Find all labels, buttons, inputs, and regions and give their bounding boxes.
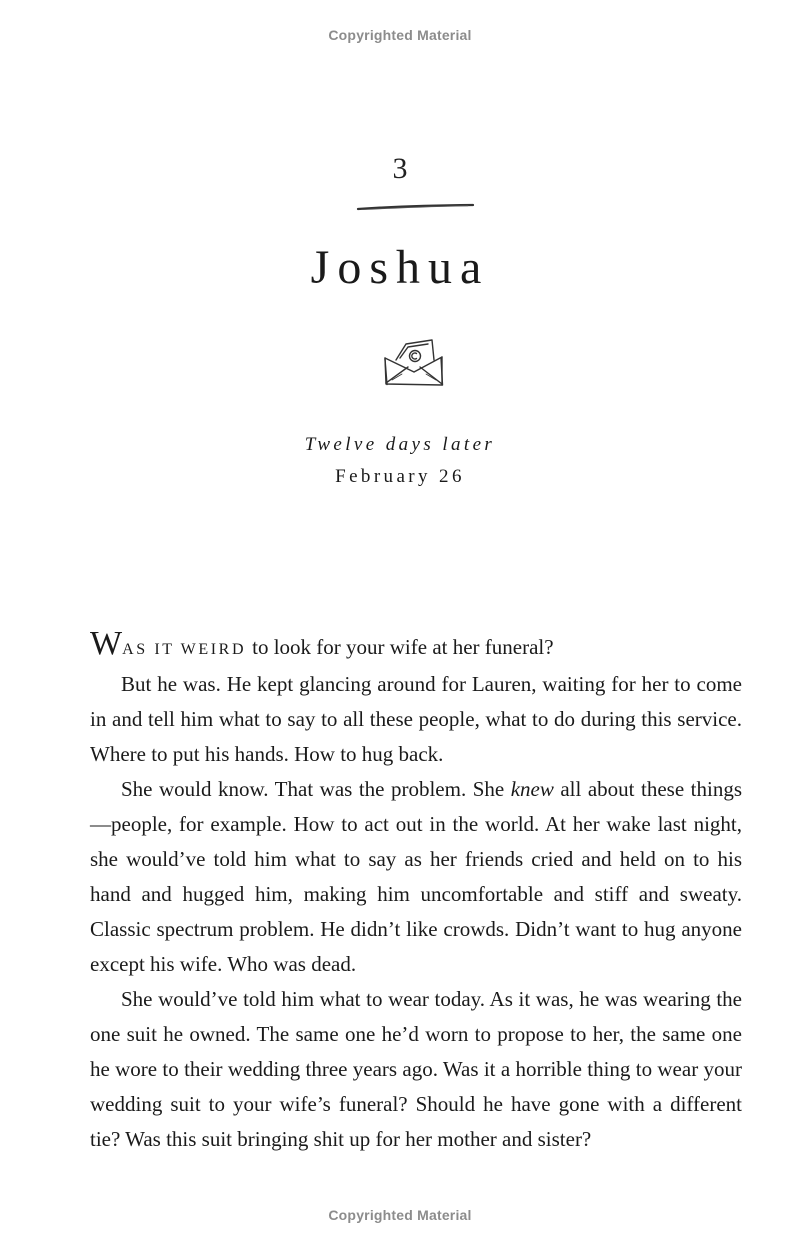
paragraph: But he was. He kept glancing around for Lauren, waiting for her to come in and tell him what to say to all these people, what to do during this service. Where to put his hands. How to hug back. <box>90 672 742 766</box>
chapter-body <box>90 625 742 1157</box>
chapter-time-note: Twelve days later <box>304 434 496 455</box>
opening-small-caps: AS IT WEIRD <box>122 641 247 658</box>
envelope-icon <box>382 336 446 390</box>
copyright-watermark-bottom: Copyrighted Material <box>328 1207 472 1223</box>
opening-text: to look for your wife at her funeral? <box>252 635 554 659</box>
paragraph: She would’ve told him what to wear today. As it was, he was wearing the one suit he owned. The same one he’d worn to propose to her, the same one he wore to their wedding three years ago. Was it a horrible thing to wear your wedding suit to your wife’s funeral? Should he have gone with a different tie? Was this suit bringing shit up for her mother and sister? <box>90 987 742 1151</box>
copyright-watermark-top: Copyrighted Material <box>328 27 472 43</box>
chapter-title: Joshua <box>310 241 490 294</box>
emphasized-word: knew <box>510 777 554 801</box>
opening-paragraph <box>90 625 742 667</box>
paragraph-text: all about these things—people, for example. How to act out in the world. At her wake last night, she would’ve told him what to say as her friends cried and held on to his hand and hugged him, making him uncomfortable and stiff and sweaty. Classic spectrum problem. He didn’t like crowds. Didn’t want to hug anyone except his wife. Who was dead. <box>90 777 742 976</box>
opening-large-letter: W <box>90 625 123 662</box>
chapter-date-note: February 26 <box>335 466 465 487</box>
paragraph <box>90 772 742 982</box>
chapter-number: 3 <box>392 152 408 185</box>
paragraph-text: She would know. That was the problem. She <box>121 777 511 801</box>
chapter-divider-rule <box>356 200 476 214</box>
